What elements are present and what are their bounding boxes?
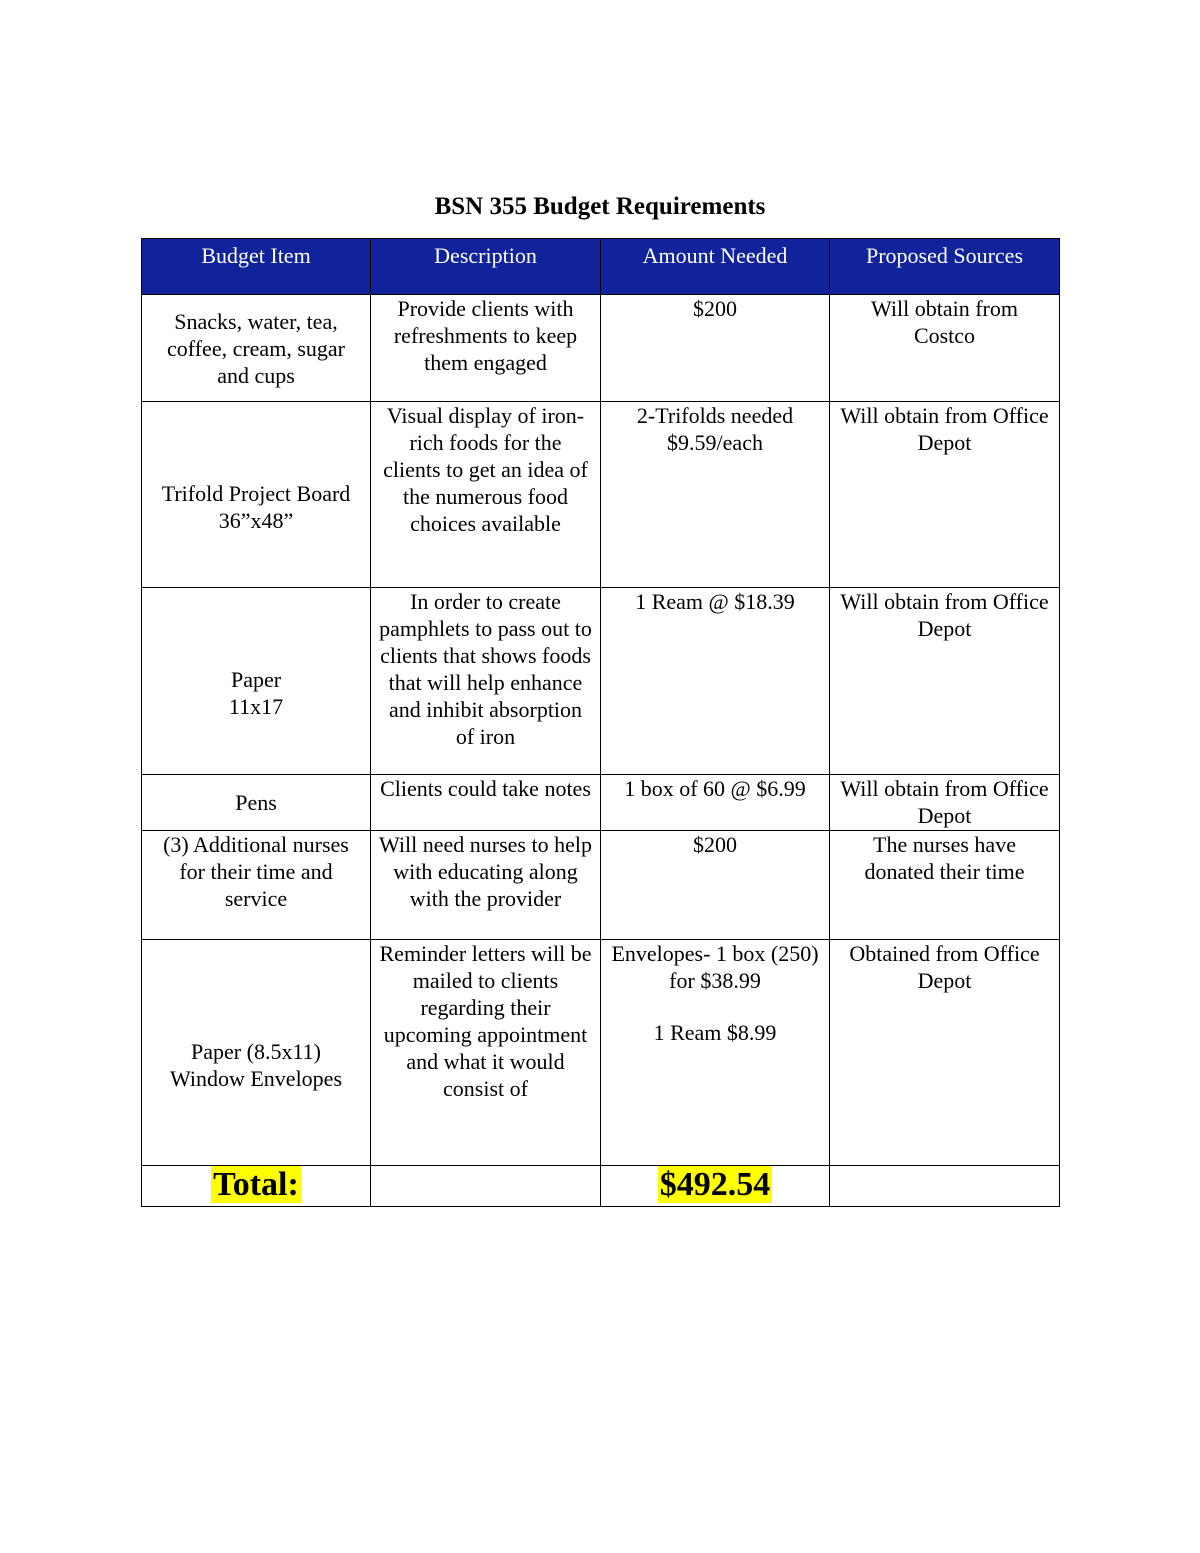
header-budget-item: Budget Item (142, 239, 371, 295)
budget-item-name: Paper (8.5x11) (191, 1038, 321, 1064)
budget-item-size: 36”x48” (218, 507, 294, 533)
total-amount: $492.54 (659, 1166, 771, 1203)
table-row (142, 775, 1060, 831)
total-label-cell (142, 1166, 371, 1207)
amount-cell: $200 (601, 295, 830, 402)
header-proposed-sources: Proposed Sources (830, 239, 1060, 295)
budget-item-name: Paper (230, 667, 282, 692)
budget-item-cell (142, 588, 371, 775)
total-row (142, 1166, 1060, 1207)
description-cell: Will need nurses to help with educating along with the provider (371, 831, 601, 940)
table-row (142, 402, 1060, 588)
budget-item-cell: Snacks, water, tea, coffee, cream, sugar and cups (142, 295, 371, 402)
amount-envelopes: Envelopes- 1 box (250) for $38.99 (611, 941, 819, 993)
amount-cell (601, 940, 830, 1166)
page-title: BSN 355 Budget Requirements (434, 193, 766, 220)
budget-item-cell: Pens (142, 775, 371, 831)
source-cell: Will obtain from Office Depot (830, 588, 1060, 775)
source-cell: Will obtain from Costco (830, 295, 1060, 402)
total-empty-cell (371, 1166, 601, 1207)
budget-item-size: 11x17 (228, 694, 284, 719)
table-row (142, 588, 1060, 775)
amount-ream: 1 Ream $8.99 (653, 1020, 777, 1045)
amount-cell: 1 Ream @ $18.39 (601, 588, 830, 775)
description-cell: Visual display of iron-rich foods for the clients to get an idea of the numerous food choices available (371, 402, 601, 588)
description-cell: Provide clients with refreshments to keep them engaged (371, 295, 601, 402)
budget-item-cell (142, 940, 371, 1166)
description-cell: In order to create pamphlets to pass out to clients that shows foods that will help enhance and inhibit absorption of iron (371, 588, 601, 775)
amount-cell: 2-Trifolds needed $9.59/each (601, 402, 830, 588)
table-row (142, 940, 1060, 1166)
budget-table (141, 238, 1060, 1207)
amount-spacer (609, 994, 821, 1019)
total-empty-cell (830, 1166, 1060, 1207)
table-row (142, 295, 1060, 402)
table-row (142, 831, 1060, 940)
budget-item-cell (142, 402, 371, 588)
total-label: Total: (213, 1166, 299, 1203)
header-description: Description (371, 239, 601, 295)
source-cell: Will obtain from Office Depot (830, 775, 1060, 831)
budget-item-name: Trifold Project Board (161, 480, 351, 506)
description-cell: Clients could take notes (371, 775, 601, 831)
amount-cell: $200 (601, 831, 830, 940)
source-cell: Obtained from Office Depot (830, 940, 1060, 1166)
amount-cell: 1 box of 60 @ $6.99 (601, 775, 830, 831)
header-amount-needed: Amount Needed (601, 239, 830, 295)
total-amount-cell (601, 1166, 830, 1207)
source-cell: The nurses have donated their time (830, 831, 1060, 940)
source-cell: Will obtain from Office Depot (830, 402, 1060, 588)
budget-item-detail: Window Envelopes (169, 1065, 343, 1091)
description-cell: Reminder letters will be mailed to clients regarding their upcoming appointment and what it would consist of (371, 940, 601, 1166)
table-header-row (142, 239, 1060, 295)
budget-item-cell: (3) Additional nurses for their time and service (142, 831, 371, 940)
